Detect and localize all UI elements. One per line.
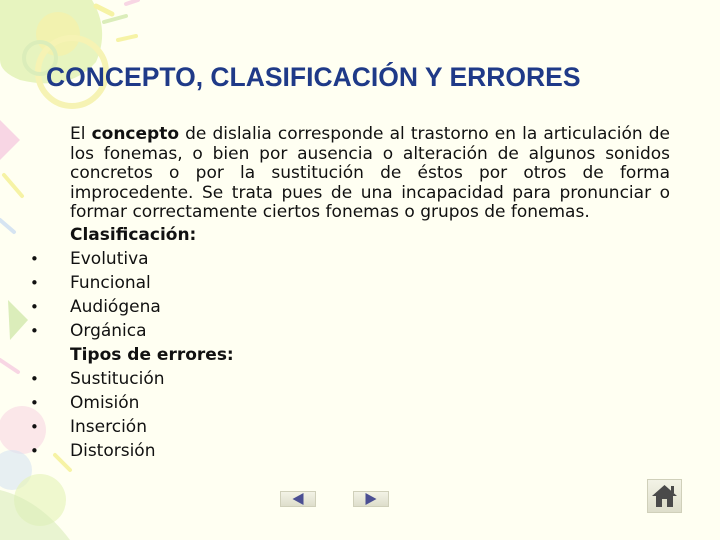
list-item: • Funcional: [70, 271, 670, 295]
home-button[interactable]: [647, 479, 682, 513]
next-slide-button[interactable]: [353, 491, 389, 507]
slide-title: CONCEPTO, CLASIFICACIÓN Y ERRORES: [46, 62, 581, 92]
list-item: • Distorsión: [70, 439, 670, 463]
arrow-left-icon: [293, 493, 304, 505]
list-item: • Evolutiva: [70, 247, 670, 271]
list-item: • Sustitución: [70, 367, 670, 391]
concept-text: de dislalia corresponde al trastorno en la articulación de los fonemas, o bien por ausencia o alteración de algunos sonidos concretos o por la sustitución de éstos por otros de forma improcedente. Se trata pues de una incapacidad para pronunciar o formar correctamente ciertos fonemas o grupos de fonemas.: [70, 124, 670, 223]
arrow-right-icon: [366, 493, 377, 505]
clasificacion-heading: Clasificación:: [70, 224, 197, 245]
list-item: • Orgánica: [70, 319, 670, 343]
home-icon: [651, 483, 678, 509]
slide-body: [70, 125, 670, 463]
errores-heading: Tipos de errores:: [70, 344, 234, 365]
concept-prefix: El: [70, 124, 92, 144]
previous-slide-button[interactable]: [280, 491, 316, 507]
list-item: • Omisión: [70, 391, 670, 415]
concept-paragraph: [70, 125, 670, 223]
list-item: • Inserción: [70, 415, 670, 439]
list-item: • Audiógena: [70, 295, 670, 319]
concept-highlight: concepto: [91, 124, 180, 144]
